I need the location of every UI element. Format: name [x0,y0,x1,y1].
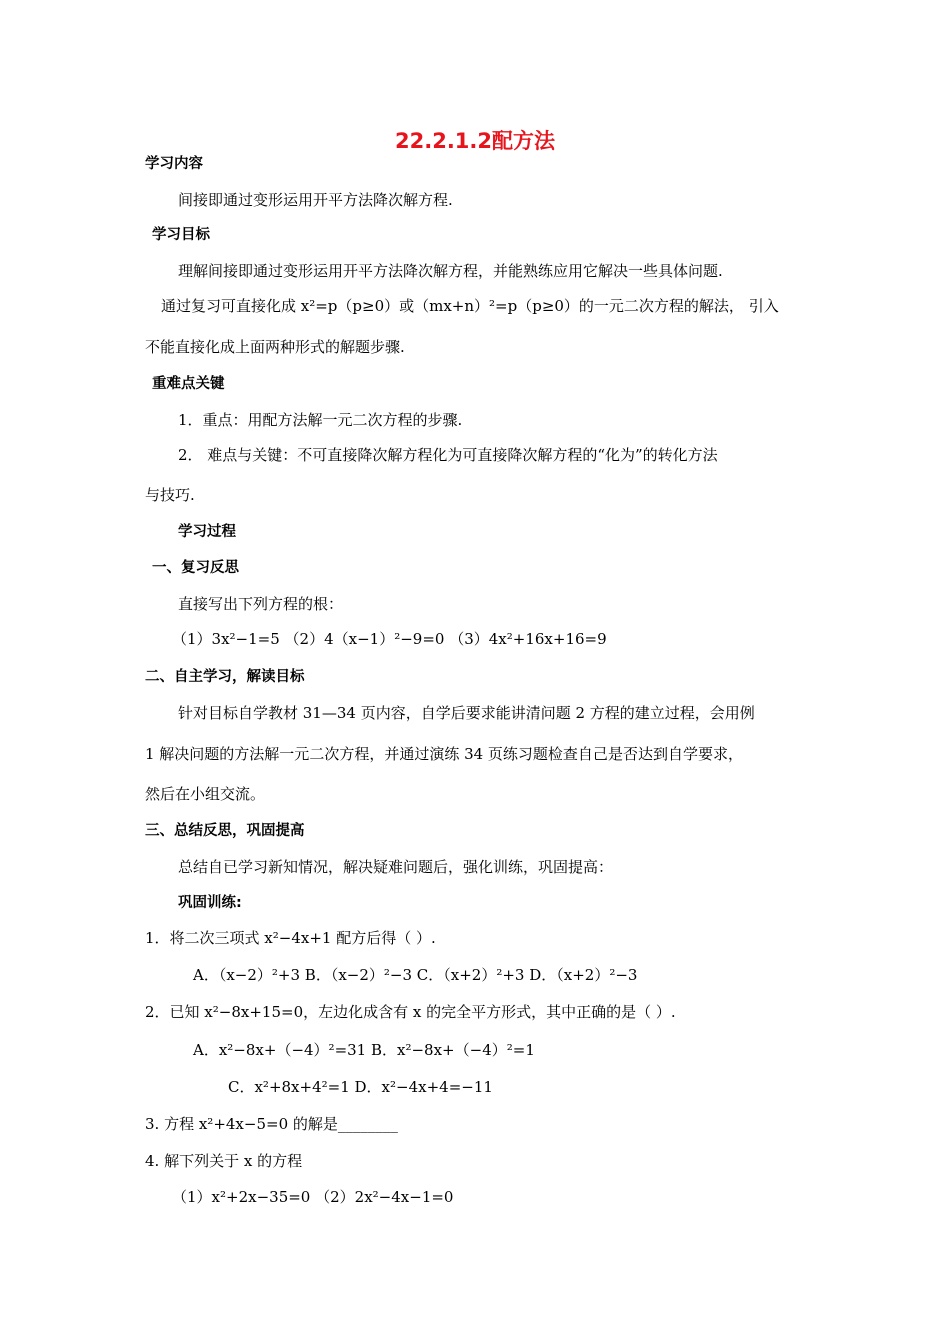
practice-heading: 巩固训练: [178,895,242,911]
section-2-line-1: 针对目标自学教材 31—34 页内容，自学后要求能讲清问题 2 方程的建立过程，会用例 [178,704,755,722]
content-heading: 学习内容 [145,156,203,172]
goals-heading: 学习目标 [152,227,210,243]
content-text: 间接即通过变形运用开平方法降次解方程. [178,191,453,209]
goals-line-3: 不能直接化成上面两种形式的解题步骤. [145,338,405,356]
section-3-heading: 三、总结反思，巩固提高 [145,823,305,839]
section-1-heading: 一、复习反思 [152,560,239,576]
question-1-options: A．（x−2）²+3 B．（x−2）²−3 C．（x+2）²+3 D．（x+2）²−3 [193,966,638,984]
section-2-line-2: 1 解决问题的方法解一元二次方程，并通过演练 34 页练习题检查自己是否达到自学要求， [145,745,743,763]
key-point-2-cont: 与技巧. [145,486,195,504]
key-point-2: 2． 难点与关键：不可直接降次解方程化为可直接降次解方程的“化为”的转化方法 [178,446,718,464]
key-point-1: 1．重点：用配方法解一元二次方程的步骤. [178,411,463,429]
section-1-equations: （1）3x²−1=5 （2）4（x−1）²−9=0 （3）4x²+16x+16=9 [172,630,607,648]
process-heading: 学习过程 [178,524,236,540]
key-heading: 重难点关键 [152,376,225,392]
question-3: 3. 方程 x²+4x−5=0 的解是________ [145,1115,398,1133]
goals-line-2: 通过复习可直接化成 x²=p（p≥0）或（mx+n）²=p（p≥0）的一元二次方程的解法， 引入 [161,297,779,315]
question-2-options-cd: C．x²+8x+4²=1 D．x²−4x+4=−11 [228,1078,493,1096]
section-3-text: 总结自已学习新知情况，解决疑难问题后，强化训练，巩固提高： [178,858,614,876]
question-2: 2．已知 x²−8x+15=0，左边化成含有 x 的完全平方形式，其中正确的是（ ）. [145,1003,676,1021]
page-title: 22.2.1.2配方法 [395,129,555,153]
goals-line-1: 理解间接即通过变形运用开平方法降次解方程，并能熟练应用它解决一些具体问题. [178,262,723,280]
section-1-text: 直接写出下列方程的根： [178,595,344,613]
question-4-equations: （1）x²+2x−35=0 （2）2x²−4x−1=0 [172,1188,454,1206]
question-1: 1．将二次三项式 x²−4x+1 配方后得（ ）. [145,929,436,947]
question-2-options-ab: A．x²−8x+（−4）²=31 B．x²−8x+（−4）²=1 [193,1041,535,1059]
question-4: 4. 解下列关于 x 的方程 [145,1152,303,1170]
section-2-line-3: 然后在小组交流。 [145,785,266,803]
section-2-heading: 二、自主学习，解读目标 [145,669,305,685]
